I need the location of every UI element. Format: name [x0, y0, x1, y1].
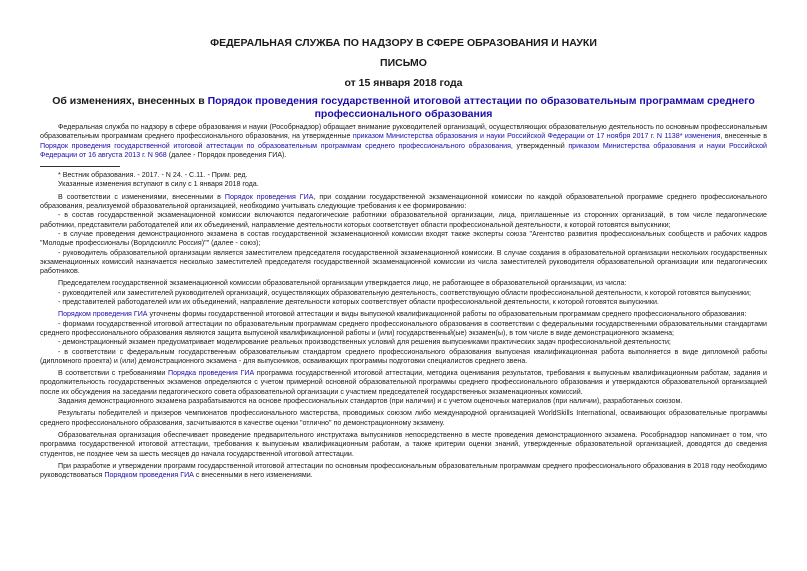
agency-header: ФЕДЕРАЛЬНАЯ СЛУЖБА ПО НАДЗОРУ В СФЕРЕ ОБРАЗОВАНИЯ И НАУКИ [210, 37, 597, 49]
link-prikaz-968[interactable]: приказом Министерства образования и науки Российской Федерации от 16 августа 2013 г. N 968 [40, 141, 768, 159]
paragraph-text: В соответствии с изменениями, внесенными в [58, 192, 225, 201]
paragraph-text: уточнены формы государственной итоговой аттестации и виды выпускной квалификационной работы по образовательным программам среднего профессионального образования: [147, 310, 747, 319]
title-prefix: Об изменениях, внесенных в [52, 95, 208, 107]
list-item: - руководителей или заместителей руководителей организаций, осуществляющих образовательную деятельность, соответствующую области профессиональной деятельности, к которой готовятся выпускники; [58, 288, 751, 297]
link-poryadok-gia[interactable]: Порядком проведения ГИА [104, 471, 194, 480]
list-item: - в состав государственной экзаменационной комиссии включаются педагогические работники образовательной организации, лица, приглашенные из сторонних организаций, в том числе педагогические работники, представители работодателей или их объединений, направление деятельности которых соответствует области профессиональной деятельности, к которой готовятся выпускники; [40, 211, 767, 229]
intro-text-4: (далее - Порядок проведения ГИА). [166, 150, 287, 159]
paragraph [40, 462, 767, 481]
paragraph-text: В соответствии с требованиями [58, 369, 168, 378]
paragraph: Председателем государственной экзаменационной комиссии образовательной организации утверждается лицо, не работающее в образовательной организации, из числа: [58, 279, 627, 288]
intro-text-3: , утвержденный [510, 141, 569, 150]
document-date: от 15 января 2018 года [344, 77, 463, 89]
list-item: - руководитель образовательной организации является заместителем председателя государственной экзаменационной комиссии. В случае создания в образовательной организации нескольких государственных экзаменационных комиссий назначается несколько заместителей председателя государственной экзаменационной комиссии из числа заместителей руководителя образовательной организации или педагогических работников. [40, 248, 767, 276]
paragraph-text: , при создании государственной экзаменационной комиссии по каждой образовательной программе среднего профессионального образования, реализуемой образовательной организацией, необходимо учитывать следующие требования к ее формированию: [40, 192, 767, 211]
intro-text-2: , внесенные в [720, 132, 767, 141]
link-poryadok-gia[interactable]: Порядка проведения ГИА [168, 369, 255, 378]
link-prikaz-1138[interactable]: приказом Министерства образования и науки Российской Федерации от 17 ноября 2017 г. N 1138* изменения [352, 132, 721, 141]
list-item: - демонстрационный экзамен предусматривает моделирование реальных производственных условий для решения выпускниками практических задач профессиональной деятельности; [58, 338, 671, 347]
link-poryadok-gia[interactable]: Порядком проведения ГИА [58, 310, 148, 319]
paragraph [40, 369, 767, 397]
paragraph-text: При разработке и утверждении программ государственной итоговой аттестации по основным профессиональным образовательным программам среднего профессионального образования в 2018 году необходимо руководствоваться [40, 461, 767, 480]
document-type: ПИСЬМО [380, 57, 427, 69]
paragraph-text: программа государственной итоговой аттестации, методика оценивания результатов, требования к выпускным квалификационным работам, задания и продолжительность государственных экзаменов определяются с учетом примерной основной образовательной программы среднего профессионального образования и утверждаются образовательной организацией после их обсуждения на заседании педагогического совета образовательной организации с участием председателей государственных экзаменационных комиссий. [40, 369, 768, 396]
document-body [40, 123, 767, 480]
paragraph [40, 310, 767, 319]
intro-paragraph [40, 123, 767, 160]
list-item: - представителей работодателей или их объединений, направление деятельности которых соответствует области профессиональной деятельности, к которой готовятся выпускники. [58, 298, 659, 307]
footnote: * Вестник образования. - 2017. - N 24. - С.11. - Прим. ред. [58, 171, 248, 180]
link-poryadok-gia[interactable]: Порядок проведения государственной итоговой аттестации по образовательным программам среднего профессионального образования [40, 141, 511, 150]
paragraph: Результаты победителей и призеров чемпионатов профессионального мастерства, проводимых союзом либо международной организацией WorldSkills International, осваивающих образовательные программы среднего профессионального образования, засчитываются в качестве оценки "отлично" по демонстрационному экзамену. [40, 409, 767, 427]
footnote-separator [40, 166, 120, 167]
paragraph-text: с внесенными в него изменениями. [193, 471, 313, 480]
paragraph: Образовательная организация обеспечивает проведение предварительного инструктажа выпускников непосредственно в месте проведения демонстрационного экзамена. Рособрнадзор напоминает о том, что программа государственной итоговой аттестации, требования к выпускным квалификационным работам, а также критерии оценки знаний, утвержденные образовательной организацией, доводятся до сведения студентов, не позднее чем за шесть месяцев до начала государственной итоговой аттестации. [40, 430, 767, 458]
list-item: - формами государственной итоговой аттестации по образовательным программам среднего профессионального образования в соответствии с федеральными государственными образовательными стандартами среднего профессионального образования являются защита выпускной квалификационной работы и (или) государственный(ые) экзамен(ы), в том числе в виде демонстрационного экзамена; [40, 319, 767, 337]
list-item: - в случае проведения демонстрационного экзамена в состав государственной экзаменационной комиссии входят также эксперты союза "Агентство развития профессиональных сообществ и рабочих кадров "Молодые профессионалы (Ворлдскиллс Россия)"" (далее - союз); [40, 229, 767, 248]
link-poryadok-gia[interactable]: Порядок проведения ГИА [224, 192, 314, 201]
paragraph [40, 193, 767, 212]
list-item: - в соответствии с федеральным государственным образовательным стандартом среднего профессионального образования выпускная квалификационная работа выполняется в виде дипломной работы (дипломного проекта) и (или) демонстрационного экзамена - для выпускников, осваивающих программы подготовки специалистов среднего звена. [40, 347, 767, 365]
paragraph: Указанные изменения вступают в силу с 1 января 2018 года. [58, 180, 259, 189]
document-title [40, 95, 767, 121]
intro-text-1: Федеральная служба по надзору в сфере образования и науки (Рособрнадзор) обращает внимание руководителей организаций, осуществляющих образовательную деятельность по основным профессиональным образовательным программам среднего профессионального образования, на утвержденные [40, 123, 767, 141]
paragraph: Задания демонстрационного экзамена разрабатываются на основе профессиональных стандартов (при наличии) и с учетом оценочных материалов (при наличии), разработанных союзом. [58, 397, 683, 406]
title-link-poryadok[interactable]: Порядок проведения государственной итоговой аттестации по образовательным программам среднего профессионального образования [207, 95, 755, 120]
